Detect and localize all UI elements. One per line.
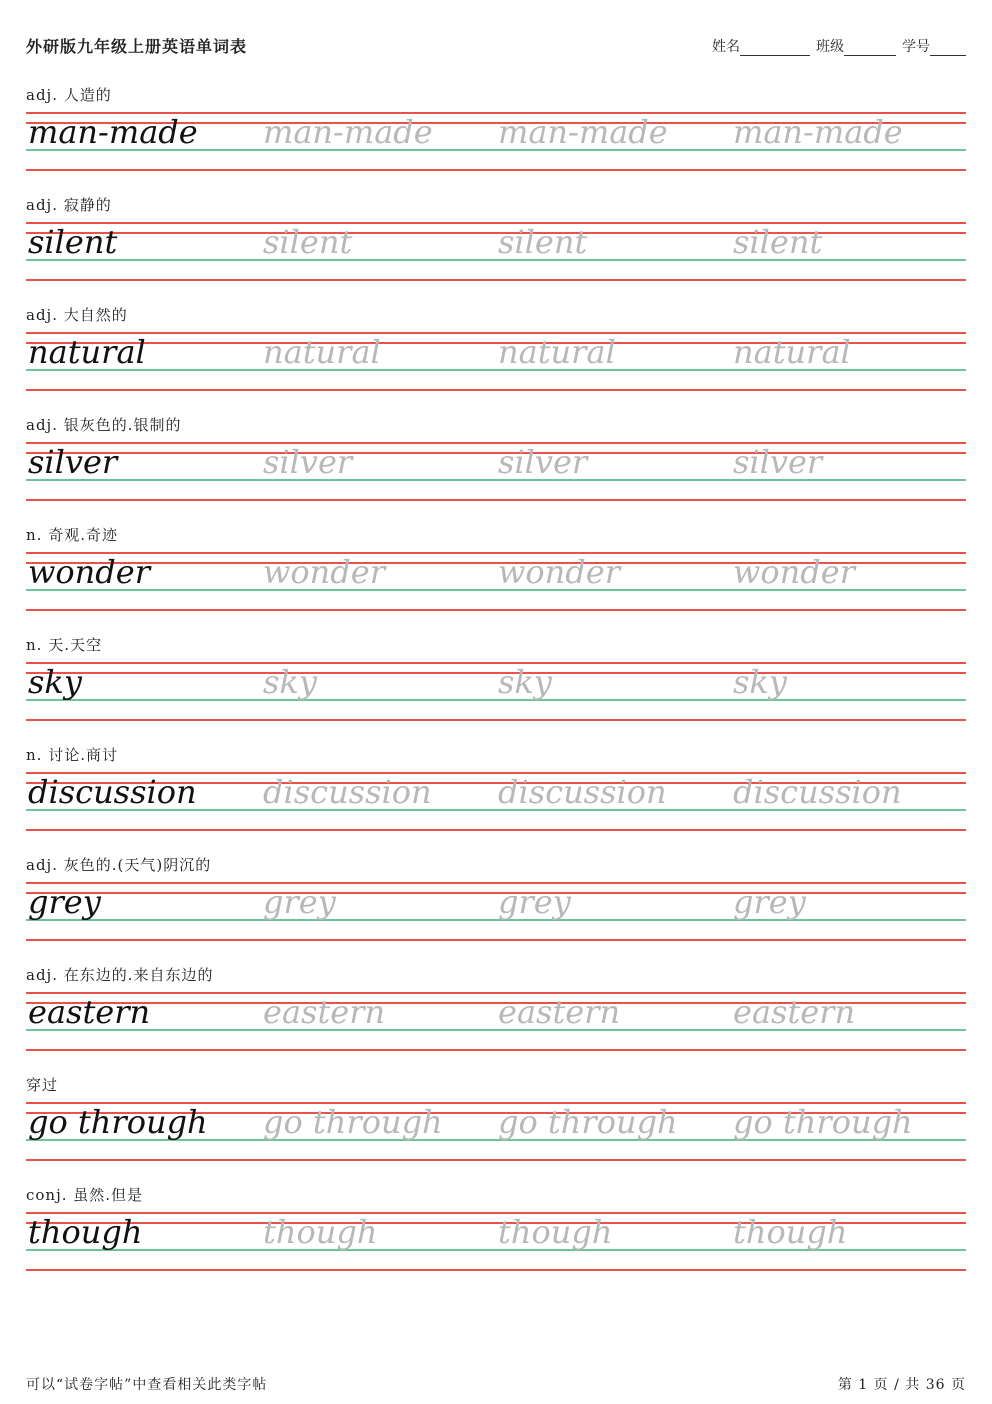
trace-cell <box>496 992 731 1050</box>
trace-cell <box>731 772 966 830</box>
writing-guide-lines <box>26 772 966 832</box>
trace-cell <box>261 662 496 720</box>
trace-word: natural <box>498 333 616 371</box>
practice-row <box>26 112 966 170</box>
word-meaning: adj. 在东边的.来自东边的 <box>26 966 214 984</box>
name-label: 姓名 <box>712 39 740 55</box>
model-word: discussion <box>28 773 197 811</box>
word-meaning: n. 奇观.奇迹 <box>26 526 118 544</box>
model-cell <box>26 992 261 1050</box>
trace-cell <box>496 442 731 500</box>
trace-cell <box>496 1102 731 1160</box>
trace-word: go through <box>498 1103 678 1141</box>
trace-word: natural <box>733 333 851 371</box>
trace-word: discussion <box>263 773 432 811</box>
practice-row <box>26 882 966 940</box>
writing-guide-lines <box>26 992 966 1052</box>
trace-cell <box>261 112 496 170</box>
trace-cell <box>261 1102 496 1160</box>
practice-row <box>26 662 966 720</box>
practice-row <box>26 992 966 1050</box>
word-meaning: 穿过 <box>26 1076 59 1094</box>
trace-word: grey <box>498 883 571 921</box>
name-blank[interactable] <box>740 41 810 56</box>
model-cell <box>26 662 261 720</box>
model-word: go through <box>28 1103 208 1141</box>
page-number: 第 1 页 / 共 36 页 <box>837 1377 966 1393</box>
trace-word: eastern <box>498 993 621 1031</box>
trace-word: though <box>263 1213 378 1251</box>
vocab-entry <box>26 524 966 634</box>
practice-row <box>26 1102 966 1160</box>
trace-word: though <box>498 1213 613 1251</box>
trace-word: man-made <box>498 113 668 151</box>
model-cell <box>26 442 261 500</box>
trace-cell <box>731 1212 966 1270</box>
trace-word: discussion <box>498 773 667 811</box>
trace-cell <box>261 1212 496 1270</box>
word-meaning: adj. 银灰色的.银制的 <box>26 416 182 434</box>
trace-word: silent <box>498 223 588 261</box>
practice-row <box>26 1212 966 1270</box>
trace-word: eastern <box>733 993 856 1031</box>
trace-cell <box>261 222 496 280</box>
vocab-entry <box>26 84 966 194</box>
vocab-entry <box>26 634 966 744</box>
trace-cell <box>261 772 496 830</box>
trace-word: grey <box>733 883 806 921</box>
model-word: natural <box>28 333 146 371</box>
model-cell <box>26 882 261 940</box>
model-cell <box>26 1102 261 1160</box>
trace-word: silent <box>733 223 823 261</box>
vocab-entry <box>26 304 966 414</box>
trace-cell <box>261 882 496 940</box>
writing-guide-lines <box>26 112 966 172</box>
page-footer <box>26 1374 966 1394</box>
model-word: sky <box>28 663 82 701</box>
vocab-entry <box>26 964 966 1074</box>
vocab-entry <box>26 744 966 854</box>
trace-cell <box>731 882 966 940</box>
writing-guide-lines <box>26 552 966 612</box>
trace-word: man-made <box>733 113 903 151</box>
trace-cell <box>731 1102 966 1160</box>
trace-cell <box>731 552 966 610</box>
trace-cell <box>261 442 496 500</box>
writing-guide-lines <box>26 662 966 722</box>
trace-cell <box>496 332 731 390</box>
trace-word: man-made <box>263 113 433 151</box>
trace-word: silver <box>263 443 353 481</box>
trace-cell <box>496 662 731 720</box>
trace-cell <box>731 222 966 280</box>
student-id-blank[interactable] <box>930 41 966 56</box>
model-cell <box>26 222 261 280</box>
trace-word: natural <box>263 333 381 371</box>
model-cell <box>26 332 261 390</box>
model-cell <box>26 772 261 830</box>
trace-word: sky <box>498 663 552 701</box>
model-word: silent <box>28 223 118 261</box>
trace-cell <box>496 222 731 280</box>
student-id-label: 学号 <box>902 39 930 55</box>
trace-cell <box>731 112 966 170</box>
trace-cell <box>496 112 731 170</box>
trace-word: wonder <box>263 553 385 591</box>
class-label: 班级 <box>816 39 844 55</box>
practice-row <box>26 772 966 830</box>
trace-cell <box>261 332 496 390</box>
practice-row <box>26 332 966 390</box>
writing-guide-lines <box>26 1102 966 1162</box>
trace-word: go through <box>263 1103 443 1141</box>
class-blank[interactable] <box>844 41 896 56</box>
word-meaning: adj. 人造的 <box>26 86 112 104</box>
page-header <box>26 30 966 60</box>
writing-guide-lines <box>26 332 966 392</box>
trace-cell <box>496 552 731 610</box>
name-field[interactable] <box>712 36 810 56</box>
vocab-entry <box>26 194 966 304</box>
model-word: though <box>28 1213 143 1251</box>
trace-word: silver <box>733 443 823 481</box>
trace-cell <box>496 1212 731 1270</box>
footer-note: 可以“试卷字帖”中查看相关此类字帖 <box>26 1377 268 1393</box>
trace-cell <box>261 552 496 610</box>
vocab-entry <box>26 1184 966 1294</box>
trace-word: though <box>733 1213 848 1251</box>
trace-cell <box>261 992 496 1050</box>
model-word: eastern <box>28 993 151 1031</box>
writing-guide-lines <box>26 442 966 502</box>
trace-cell <box>731 442 966 500</box>
model-word: wonder <box>28 553 150 591</box>
model-cell <box>26 552 261 610</box>
trace-cell <box>731 332 966 390</box>
trace-word: sky <box>263 663 317 701</box>
model-word: grey <box>28 883 101 921</box>
page-title: 外研版九年级上册英语单词表 <box>26 37 248 56</box>
writing-guide-lines <box>26 882 966 942</box>
trace-cell <box>496 882 731 940</box>
trace-word: eastern <box>263 993 386 1031</box>
trace-word: sky <box>733 663 787 701</box>
trace-cell <box>731 992 966 1050</box>
model-word: man-made <box>28 113 198 151</box>
word-meaning: adj. 灰色的.(天气)阴沉的 <box>26 856 212 874</box>
class-field[interactable] <box>816 36 896 56</box>
vocab-entry <box>26 1074 966 1184</box>
trace-word: wonder <box>498 553 620 591</box>
model-cell <box>26 112 261 170</box>
trace-word: silver <box>498 443 588 481</box>
vocabulary-list <box>26 84 966 1294</box>
writing-guide-lines <box>26 222 966 282</box>
model-word: silver <box>28 443 118 481</box>
trace-word: silent <box>263 223 353 261</box>
student-info-fields <box>712 36 966 56</box>
trace-word: go through <box>733 1103 913 1141</box>
practice-row <box>26 222 966 280</box>
trace-word: discussion <box>733 773 902 811</box>
practice-row <box>26 552 966 610</box>
word-meaning: n. 天.天空 <box>26 636 102 654</box>
trace-word: grey <box>263 883 336 921</box>
word-meaning: conj. 虽然.但是 <box>26 1186 144 1204</box>
trace-word: wonder <box>733 553 855 591</box>
trace-cell <box>496 772 731 830</box>
word-meaning: adj. 大自然的 <box>26 306 128 324</box>
vocab-entry <box>26 414 966 524</box>
vocab-entry <box>26 854 966 964</box>
writing-guide-lines <box>26 1212 966 1272</box>
student-id-field[interactable] <box>902 36 966 56</box>
practice-row <box>26 442 966 500</box>
model-cell <box>26 1212 261 1270</box>
word-meaning: n. 讨论.商讨 <box>26 746 118 764</box>
word-meaning: adj. 寂静的 <box>26 196 112 214</box>
trace-cell <box>731 662 966 720</box>
